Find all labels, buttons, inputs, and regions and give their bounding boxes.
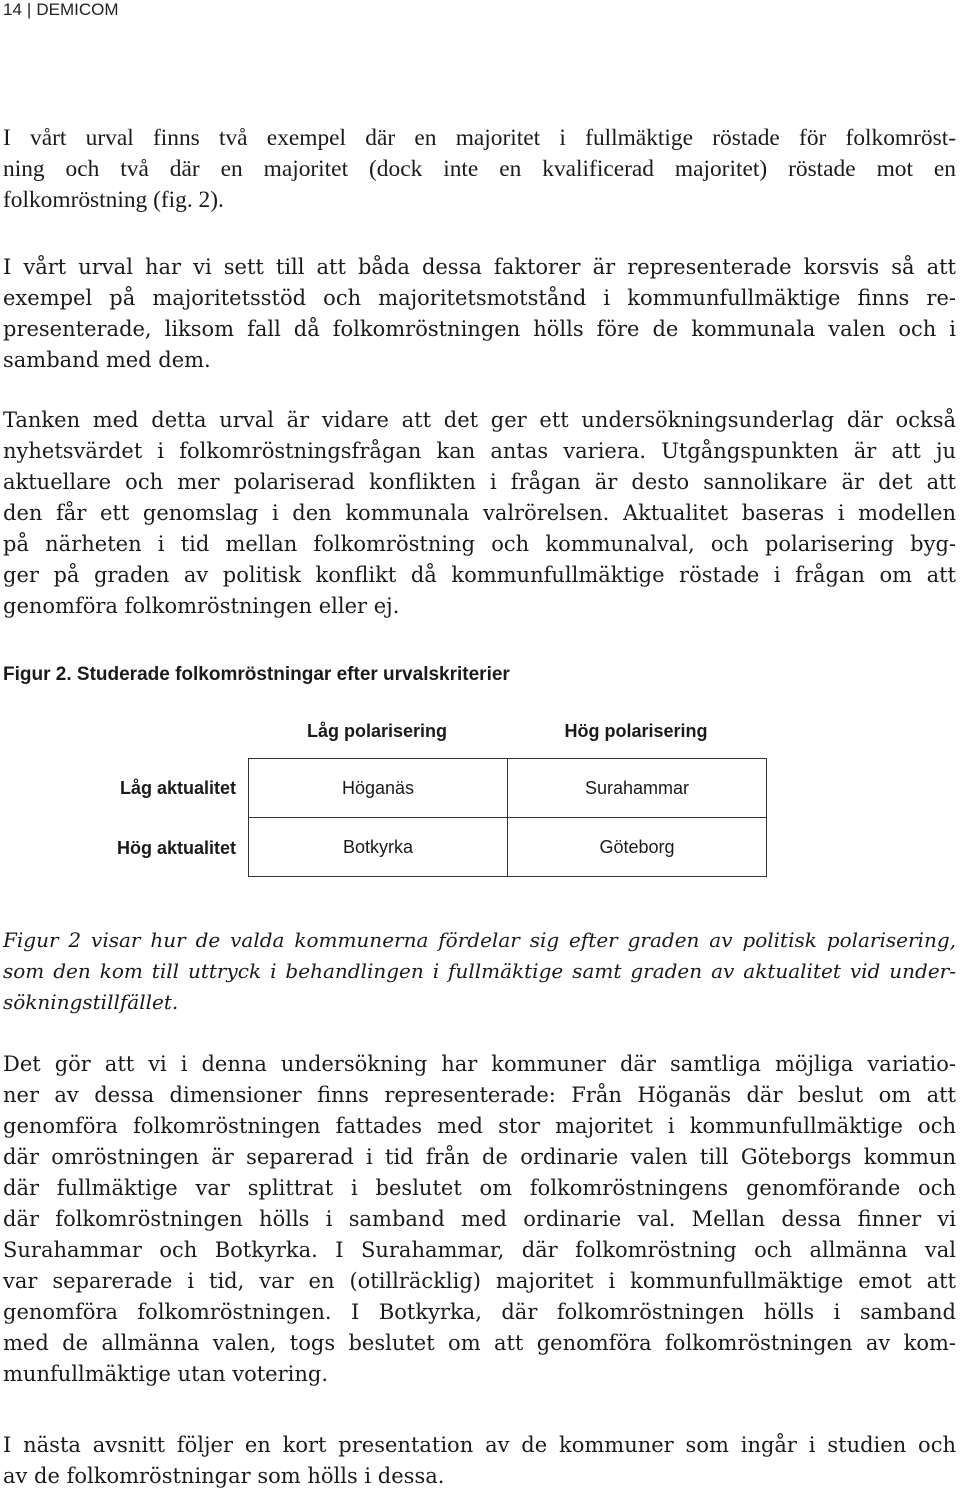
cell-botkyrka: Botkyrka [249,818,508,877]
text-line: ning och två där en majoritet (dock inte en kvalificerad majoritet) röstade mot en [3,156,956,182]
text-line: där omröstningen är separerad i tid från de ordinarie valen till Göteborgs kommun [3,1145,956,1169]
running-header [3,0,119,20]
figure-title: Figur 2. Studerade folkomröstningar efter urvalskriterier [3,664,510,685]
cell-goteborg: Göteborg [508,818,767,877]
text-line: presenterade, liksom fall då folkomröstningen hölls före de kommunala valen och i [3,317,956,341]
text-line: ner av dessa dimensioner finns representerade: Från Höganäs där beslut om att [3,1083,956,1107]
cell-surahammar: Surahammar [508,759,767,818]
text-line: exempel på majoritetsstöd och majoritetsmotstånd i kommunfullmäktige finns re- [3,286,956,310]
text-line: munfullmäktige utan votering. [3,1362,329,1386]
page-number: 14 [3,0,22,19]
text-line: genomföra folkomröstningen. I Botkyrka, där folkomröstningen hölls i samband [3,1300,956,1324]
text-line: Tanken med detta urval är vidare att det ger ett undersökningsunderlag där också [3,408,956,432]
paragraph-1 [3,123,956,216]
selection-matrix [248,758,767,877]
text-line: genomföra folkomröstningen eller ej. [3,594,400,618]
text-line: på närheten i tid mellan folkomröstning och kommunalval, och polarisering byg- [3,532,956,556]
column-header-low-polarization: Låg polarisering [306,721,448,741]
figure-caption [3,925,956,1018]
text-line: I vårt urval har vi sett till att båda dessa faktorer är representerade korsvis så att [3,255,956,279]
header-separator: | [26,0,32,19]
text-line: där folkomröstningen hölls i samband med ordinarie val. Mellan dessa finner vi [3,1207,956,1231]
column-header-high-polarization: Hög polarisering [564,721,708,741]
text-line: folkomröstning (fig. 2). [3,187,224,213]
text-line: som den kom till uttryck i behandlingen i fullmäktige samt graden av aktualitet vid under- [3,959,956,983]
paragraph-2 [3,252,956,376]
text-line: sökningstillfället. [3,990,179,1014]
text-line: genomföra folkomröstningen fattades med stor majoritet i kommunfullmäktige och [3,1114,956,1138]
text-line: Det gör att vi i denna undersökning har kommuner där samtliga möjliga variatio- [3,1052,956,1076]
text-line: den får ett genomslag i den kommunala valrörelsen. Aktualitet baseras i modellen [3,501,956,525]
row-header-high-actuality: Hög aktualitet [116,838,236,858]
row-header-low-actuality: Låg aktualitet [119,778,236,798]
text-line: ger på graden av politisk konflikt då kommunfullmäktige röstade i frågan om att [3,563,956,587]
paragraph-3 [3,405,956,622]
text-line: I vårt urval finns två exempel där en majoritet i fullmäktige röstade för folkomröst- [3,125,956,151]
publication-name: DEMICOM [36,0,119,19]
text-line: av de folkomröstningar som hölls i dessa. [3,1464,445,1488]
text-line: samband med dem. [3,348,211,372]
matrix-row [249,818,767,877]
paragraph-4 [3,1049,956,1390]
text-line: nyhetsvärdet i folkomröstningsfrågan kan antas variera. Utgångspunkten är att ju [3,439,956,463]
text-line: med de allmänna valen, togs beslutet om att genomföra folkomröstningen av kom- [3,1331,956,1355]
text-line: där fullmäktige var splittrat i beslutet om folkomröstningens genomförande och [3,1176,956,1200]
text-line: var separerade i tid, var en (otillräcklig) majoritet i kommunfullmäktige emot att [3,1269,956,1293]
paragraph-5 [3,1430,956,1492]
text-line: aktuellare och mer polariserad konflikten i frågan är desto sannolikare är det att [3,470,956,494]
matrix-row [249,759,767,818]
text-line: Figur 2 visar hur de valda kommunerna fördelar sig efter graden av politisk polarisering, [3,928,956,952]
text-line: Surahammar och Botkyrka. I Surahammar, där folkomröstning och allmänna val [3,1238,956,1262]
cell-hoganas: Höganäs [249,759,508,818]
text-line: I nästa avsnitt följer en kort presentation av de kommuner som ingår i studien och [3,1433,956,1457]
